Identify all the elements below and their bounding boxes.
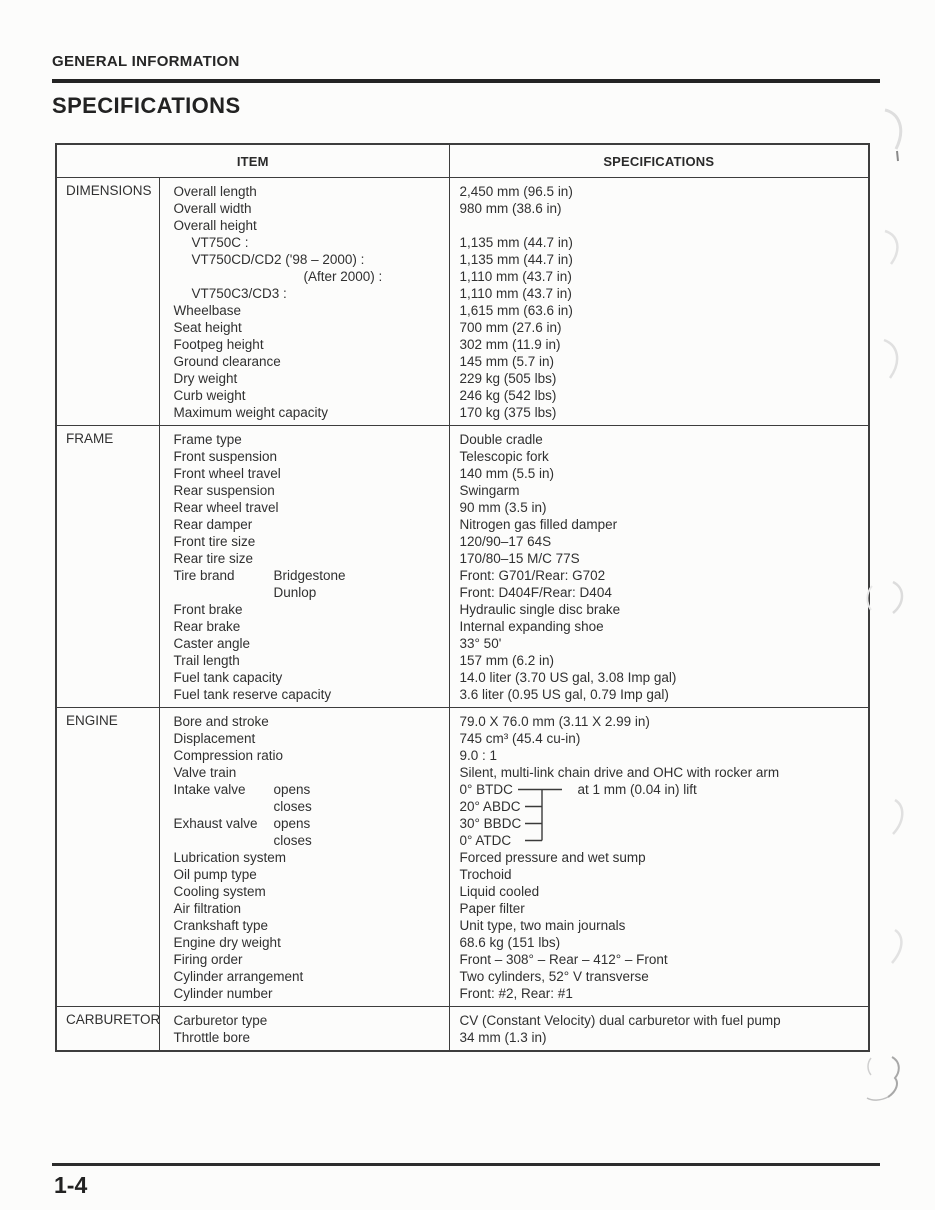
spec-value: 0° ATDC [459, 833, 512, 848]
item-label: Bore and stroke [173, 714, 269, 729]
item-label: VT750C3/CD3 : [191, 286, 287, 301]
item-sublabel: closes [273, 833, 312, 848]
item-label: Curb weight [173, 388, 246, 403]
spec-value: Front: G701/Rear: G702 [459, 568, 606, 583]
item-label: Tire brand [173, 568, 235, 583]
item-label: Displacement [173, 731, 256, 746]
item-label: Wheelbase [173, 303, 242, 318]
footer-rule [52, 1163, 880, 1166]
section-specs-cell [449, 708, 869, 1007]
spec-value: 1,110 mm (43.7 in) [459, 286, 572, 301]
item-label: Frame type [173, 432, 242, 447]
spec-value: 79.0 X 76.0 mm (3.11 X 2.99 in) [459, 714, 650, 729]
item-label: Ground clearance [173, 354, 281, 369]
spec-value: Double cradle [459, 432, 543, 447]
spec-value: Trochoid [459, 867, 512, 882]
spec-value: 302 mm (11.9 in) [459, 337, 561, 352]
spec-value: 20° ABDC [459, 799, 521, 814]
item-label: Exhaust valve [173, 816, 258, 831]
item-label: Fuel tank capacity [173, 670, 283, 685]
spec-value: 90 mm (3.5 in) [459, 500, 547, 515]
page-number: 1-4 [54, 1172, 88, 1198]
item-label: Lubrication system [173, 850, 287, 865]
table-section-row [56, 708, 869, 1007]
item-label: Air filtration [173, 901, 242, 916]
section-name: CARBURETOR [56, 1007, 159, 1052]
section-specs-cell [449, 178, 869, 426]
spec-value: Telescopic fork [459, 449, 549, 464]
item-label: Oil pump type [173, 867, 257, 882]
spec-value: 9.0 : 1 [459, 748, 498, 763]
item-label: Seat height [173, 320, 242, 335]
section-specs-cell [449, 426, 869, 708]
item-label: Maximum weight capacity [173, 405, 329, 420]
item-label: Compression ratio [173, 748, 284, 763]
page-title: SPECIFICATIONS [52, 93, 241, 118]
item-label: VT750C : [191, 235, 249, 250]
item-label: Valve train [173, 765, 237, 780]
spec-value: 3.6 liter (0.95 US gal, 0.79 Imp gal) [459, 687, 669, 702]
spec-value: Nitrogen gas filled damper [459, 517, 618, 532]
item-label: Rear brake [173, 619, 241, 634]
spec-value: 170/80–15 M/C 77S [459, 551, 580, 566]
section-name: ENGINE [56, 708, 159, 1007]
col-header-item: ITEM [56, 144, 449, 178]
spec-value: Paper filter [459, 901, 525, 916]
spec-value: Internal expanding shoe [459, 619, 604, 634]
spec-table-body [56, 178, 869, 1052]
item-label: Engine dry weight [173, 935, 281, 950]
spec-value: 157 mm (6.2 in) [459, 653, 555, 668]
item-label: Trail length [173, 653, 240, 668]
spec-value: 1,135 mm (44.7 in) [459, 252, 573, 267]
col-header-specifications: SPECIFICATIONS [449, 144, 869, 178]
spec-value: 170 kg (375 lbs) [459, 405, 557, 420]
item-label: Cylinder arrangement [173, 969, 304, 984]
spec-value: 120/90–17 64S [459, 534, 552, 549]
spec-value: 145 mm (5.7 in) [459, 354, 555, 369]
spec-value: 700 mm (27.6 in) [459, 320, 562, 335]
item-label: Cylinder number [173, 986, 273, 1001]
item-label: Rear wheel travel [173, 500, 279, 515]
item-label: (After 2000) : [303, 269, 383, 284]
header-rule [52, 79, 880, 83]
item-sublabel: Dunlop [273, 585, 317, 600]
item-label: Rear damper [173, 517, 253, 532]
item-label: Overall width [173, 201, 252, 216]
spec-value: 980 mm (38.6 in) [459, 201, 562, 216]
spec-value: 68.6 kg (151 lbs) [459, 935, 561, 950]
spec-value: 1,615 mm (63.6 in) [459, 303, 573, 318]
spec-value: Two cylinders, 52° V transverse [459, 969, 649, 984]
spec-value: CV (Constant Velocity) dual carburetor with fuel pump [459, 1013, 781, 1028]
item-label: Cooling system [173, 884, 266, 899]
spec-value: Front: #2, Rear: #1 [459, 986, 573, 1001]
spec-value: 14.0 liter (3.70 US gal, 3.08 Imp gal) [459, 670, 677, 685]
section-items-cell [159, 178, 449, 426]
table-header-row [56, 144, 869, 178]
item-label: Fuel tank reserve capacity [173, 687, 332, 702]
spec-value: Front – 308° – Rear – 412° – Front [459, 952, 668, 967]
spec-value: 2,450 mm (96.5 in) [459, 184, 573, 199]
table-section-row [56, 1007, 869, 1052]
item-label: Firing order [173, 952, 243, 967]
item-sublabel: closes [273, 799, 312, 814]
item-label: Crankshaft type [173, 918, 269, 933]
item-label: Intake valve [173, 782, 246, 797]
spec-value: 246 kg (542 lbs) [459, 388, 557, 403]
item-label: Rear tire size [173, 551, 254, 566]
chapter-header: GENERAL INFORMATION [52, 53, 240, 70]
item-sublabel: opens [273, 782, 311, 797]
spec-value: 1,135 mm (44.7 in) [459, 235, 573, 250]
spec-value: Liquid cooled [459, 884, 540, 899]
item-label: Rear suspension [173, 483, 275, 498]
section-items-cell [159, 426, 449, 708]
spec-value: 30° BBDC [459, 816, 522, 831]
item-label: Caster angle [173, 636, 251, 651]
item-label: Dry weight [173, 371, 238, 386]
section-items-cell [159, 1007, 449, 1052]
item-label: Front brake [173, 602, 243, 617]
section-name: FRAME [56, 426, 159, 708]
item-label: Footpeg height [173, 337, 264, 352]
item-sublabel: opens [273, 816, 311, 831]
item-label: Overall height [173, 218, 257, 233]
spec-value: 229 kg (505 lbs) [459, 371, 557, 386]
item-label: Overall length [173, 184, 257, 199]
spec-value: 33° 50' [459, 636, 502, 651]
spec-value: Swingarm [459, 483, 520, 498]
section-name: DIMENSIONS [56, 178, 159, 426]
section-items-cell [159, 708, 449, 1007]
item-label: Throttle bore [173, 1030, 251, 1045]
spec-value: 0° BTDC [459, 782, 513, 797]
item-sublabel: Bridgestone [273, 568, 346, 583]
table-section-row [56, 426, 869, 708]
item-label: Front wheel travel [173, 466, 281, 481]
valve-lift-annotation: at 1 mm (0.04 in) lift [577, 782, 697, 797]
spec-value: 34 mm (1.3 in) [459, 1030, 547, 1045]
section-specs-cell [449, 1007, 869, 1052]
item-label: VT750CD/CD2 ('98 – 2000) : [191, 252, 365, 267]
item-label: Front tire size [173, 534, 256, 549]
specifications-table [55, 143, 870, 1052]
item-label: Carburetor type [173, 1013, 268, 1028]
spec-value: Forced pressure and wet sump [459, 850, 646, 865]
table-section-row [56, 178, 869, 426]
spec-value: Front: D404F/Rear: D404 [459, 585, 612, 600]
spec-value: Silent, multi-link chain drive and OHC with rocker arm [459, 765, 780, 780]
spec-value: 140 mm (5.5 in) [459, 466, 555, 481]
item-label: Front suspension [173, 449, 278, 464]
spec-value: Hydraulic single disc brake [459, 602, 621, 617]
spec-value: 1,110 mm (43.7 in) [459, 269, 572, 284]
spec-value: 745 cm³ (45.4 cu-in) [459, 731, 581, 746]
spec-value: Unit type, two main journals [459, 918, 626, 933]
